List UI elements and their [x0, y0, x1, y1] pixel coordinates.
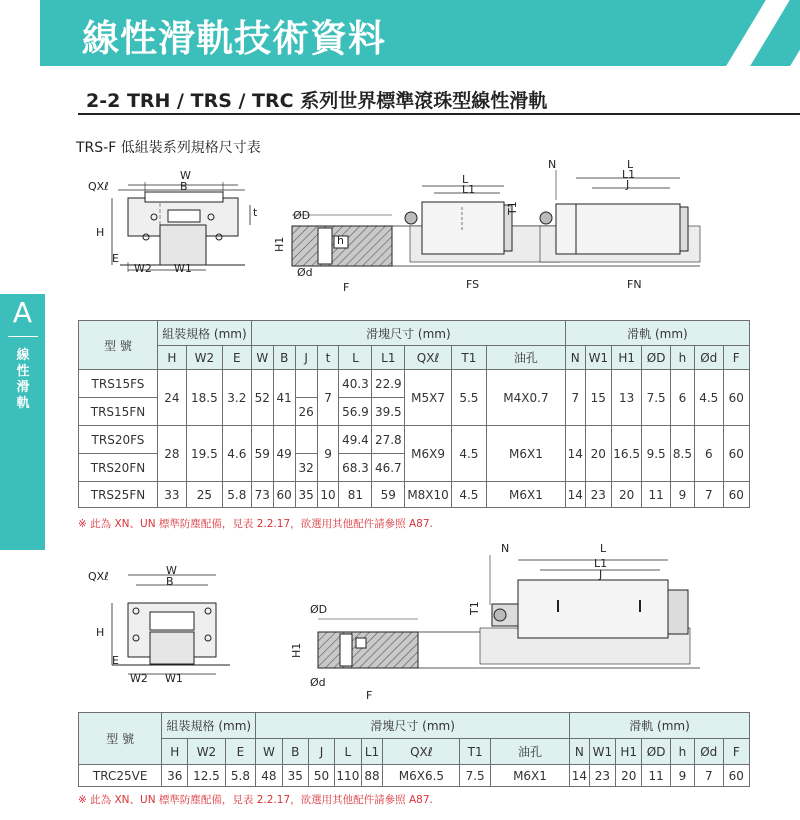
- table-cell: 15: [585, 370, 611, 426]
- trc-h1-label: H1: [290, 642, 303, 658]
- col-header: F: [723, 739, 749, 765]
- col-header: H1: [616, 739, 642, 765]
- trs-e-label: E: [112, 252, 119, 265]
- col-header: ØD: [642, 739, 671, 765]
- trc-e-label: E: [112, 654, 119, 667]
- table-cell: 32: [295, 454, 317, 482]
- table-cell: 88: [361, 765, 383, 787]
- table-cell: 11: [642, 765, 671, 787]
- col-header: N: [565, 346, 585, 370]
- table-cell: 35: [282, 765, 308, 787]
- trc-w1-label: W1: [165, 672, 183, 685]
- trs-od-label: ØD: [293, 209, 311, 222]
- col-header: H: [157, 346, 186, 370]
- trc-rail-section: [318, 555, 700, 668]
- table-cell: 36: [162, 765, 188, 787]
- table-model-cell: TRS15FN: [79, 398, 158, 426]
- col-header: Ød: [695, 346, 724, 370]
- table-cell: 22.9: [372, 370, 405, 398]
- table-model-cell: TRS25FN: [79, 482, 158, 508]
- trs-fn-n-label: N: [548, 158, 557, 171]
- col-header: J: [308, 739, 334, 765]
- trs-note: ※ 此為 XN、UN 標準防塵配備，見表 2.2.17，欲選用其他配件請參照 A87.: [78, 518, 433, 530]
- table-cell: 52: [251, 370, 273, 426]
- trc-t1-label: T1: [468, 601, 481, 615]
- trs-group-rail: 滑軌 (mm): [565, 321, 749, 346]
- table-cell: 3.2: [222, 370, 251, 426]
- col-header: B: [273, 346, 295, 370]
- table-cell: 28: [157, 426, 186, 482]
- col-header: N: [569, 739, 589, 765]
- table-cell: 48: [256, 765, 282, 787]
- col-header: W2: [188, 739, 226, 765]
- col-header: H1: [611, 346, 641, 370]
- table-cell: 12.5: [188, 765, 226, 787]
- table-cell: M6X1: [486, 426, 565, 482]
- table-model-cell: TRS20FN: [79, 454, 158, 482]
- table-cell: 49.4: [339, 426, 372, 454]
- table-cell: 60: [723, 370, 749, 426]
- col-header: L1: [361, 739, 383, 765]
- table-cell: 49: [273, 426, 295, 482]
- table-cell: 7: [565, 370, 585, 426]
- trs-subtitle: TRS-F 低組裝系列規格尺寸表: [76, 140, 261, 156]
- col-header: W1: [585, 346, 611, 370]
- table-cell: 35: [295, 482, 317, 508]
- col-header: t: [317, 346, 339, 370]
- table-model-cell: TRC25VE: [79, 765, 162, 787]
- table-cell: 5.5: [451, 370, 486, 426]
- table-cell: 7: [317, 370, 339, 426]
- trs-fn-label: FN: [627, 278, 642, 291]
- trs-fn-l1-label: L1: [622, 168, 636, 181]
- trc-l-label: L: [600, 542, 607, 555]
- table-cell: 60: [723, 765, 749, 787]
- trc-note: ※ 此為 XN、UN 標準防塵配備，見表 2.2.17，欲選用其他配件請參照 A87.: [78, 794, 433, 806]
- table-cell: 60: [723, 426, 749, 482]
- trc-qxl-label: QXℓ: [88, 570, 109, 583]
- table-cell: 14: [569, 765, 589, 787]
- table-cell: 5.8: [225, 765, 256, 787]
- trc-j-label: J: [599, 568, 603, 581]
- table-cell: 14: [565, 426, 585, 482]
- trs-b-label: B: [180, 180, 188, 193]
- table-cell: M6X9: [405, 426, 452, 482]
- table-cell: 7: [695, 482, 724, 508]
- side-tab-letter: A: [12, 296, 33, 329]
- col-header: H: [162, 739, 188, 765]
- col-header: T1: [451, 346, 486, 370]
- table-cell: M6X1: [486, 482, 565, 508]
- trs-fs-label: FS: [466, 278, 480, 291]
- table-cell: 20: [585, 426, 611, 482]
- col-header: W: [251, 346, 273, 370]
- trs-qxl-label: QXℓ: [88, 180, 109, 193]
- table-cell: 11: [642, 482, 671, 508]
- trc-f-label: F: [366, 689, 373, 702]
- table-cell: 4.5: [451, 426, 486, 482]
- trc-w-label: W: [166, 564, 177, 577]
- col-header: B: [282, 739, 308, 765]
- col-header: 油孔: [486, 346, 565, 370]
- col-header: 油孔: [491, 739, 570, 765]
- table-cell: 9.5: [642, 426, 671, 482]
- table-cell: M5X7: [405, 370, 452, 426]
- trs-w2-label: W2: [134, 262, 152, 275]
- trc-model-header: 型 號: [79, 713, 162, 765]
- trc-front-view: [112, 575, 230, 674]
- col-header: L1: [372, 346, 405, 370]
- table-cell: 9: [670, 765, 694, 787]
- table-cell: 4.5: [695, 370, 724, 426]
- table-cell: M6X6.5: [383, 765, 460, 787]
- trs-hh-label: h: [337, 234, 344, 247]
- trc-group-block: 滑塊尺寸 (mm): [256, 713, 570, 739]
- trs-fs-t1-label: T1: [506, 201, 519, 215]
- trs-fs-l-label: L: [462, 173, 469, 186]
- col-header: E: [225, 739, 256, 765]
- table-cell: 46.7: [372, 454, 405, 482]
- trs-fn-view: [540, 170, 700, 262]
- table-cell: 7.5: [642, 370, 671, 426]
- table-cell: 59: [372, 482, 405, 508]
- table-cell: 60: [273, 482, 295, 508]
- table-cell: 33: [157, 482, 186, 508]
- trc-l1-label: L1: [594, 557, 608, 570]
- table-cell: 27.8: [372, 426, 405, 454]
- table-cell-empty: [295, 426, 317, 454]
- table-cell: 50: [308, 765, 334, 787]
- table-cell: 20: [611, 482, 641, 508]
- trs-group-block: 滑塊尺寸 (mm): [251, 321, 565, 346]
- col-header: L: [339, 346, 372, 370]
- table-cell: 41: [273, 370, 295, 426]
- col-header: W2: [186, 346, 222, 370]
- table-cell: 68.3: [339, 454, 372, 482]
- col-header: h: [670, 739, 694, 765]
- trs-h1-label: H1: [273, 236, 286, 252]
- table-cell: 40.3: [339, 370, 372, 398]
- table-cell: 23: [585, 482, 611, 508]
- trs-fs-view: [405, 186, 560, 262]
- col-header: QXℓ: [383, 739, 460, 765]
- table-cell: 6: [695, 426, 724, 482]
- table-cell: 25: [186, 482, 222, 508]
- table-cell: 4.6: [222, 426, 251, 482]
- trc-b-label: B: [166, 575, 174, 588]
- table-cell: 24: [157, 370, 186, 426]
- table-cell: 9: [670, 482, 694, 508]
- trs-group-assembly: 組裝規格 (mm): [157, 321, 251, 346]
- table-cell: 9: [317, 426, 339, 482]
- section-title: 2-2 TRH / TRS / TRC 系列世界標準滾珠型線性滑軌: [86, 90, 548, 112]
- table-cell: M6X1: [491, 765, 570, 787]
- col-header: E: [222, 346, 251, 370]
- table-cell: 56.9: [339, 398, 372, 426]
- trs-front-view: [112, 182, 250, 272]
- col-header: W1: [589, 739, 615, 765]
- trs-w-label: W: [180, 169, 191, 182]
- trs-model-header: 型 號: [79, 321, 158, 370]
- table-model-cell: TRS20FS: [79, 426, 158, 454]
- table-cell: 4.5: [451, 482, 486, 508]
- table-cell: 81: [339, 482, 372, 508]
- col-header: h: [670, 346, 694, 370]
- table-cell: 7.5: [460, 765, 491, 787]
- table-cell: 20: [616, 765, 642, 787]
- trs-fn-l-label: L: [627, 158, 634, 171]
- trs-w1-label: W1: [174, 262, 192, 275]
- col-header: J: [295, 346, 317, 370]
- trc-od-label: ØD: [310, 603, 328, 616]
- table-cell: 39.5: [372, 398, 405, 426]
- table-cell: 23: [589, 765, 615, 787]
- trc-odd-label: Ød: [310, 676, 326, 689]
- table-cell: 110: [335, 765, 361, 787]
- table-cell: 59: [251, 426, 273, 482]
- table-cell: 19.5: [186, 426, 222, 482]
- table-cell: M4X0.7: [486, 370, 565, 426]
- page-title: 線性滑軌技術資料: [82, 17, 386, 60]
- trc-w2-label: W2: [130, 672, 148, 685]
- table-cell: 14: [565, 482, 585, 508]
- table-cell: 18.5: [186, 370, 222, 426]
- table-cell: 13: [611, 370, 641, 426]
- table-cell: 10: [317, 482, 339, 508]
- trc-n-label: N: [501, 542, 510, 555]
- trs-odd-label: Ød: [297, 266, 313, 279]
- trc-spec-table: [78, 712, 750, 787]
- col-header: Ød: [695, 739, 724, 765]
- trs-fs-l1-label: L1: [462, 183, 476, 196]
- col-header: F: [723, 346, 749, 370]
- trs-f-label: F: [343, 281, 350, 294]
- table-cell: 73: [251, 482, 273, 508]
- table-cell-empty: [295, 370, 317, 398]
- table-cell: 8.5: [670, 426, 694, 482]
- side-tab-label: 線性滑軌: [16, 348, 30, 411]
- table-cell: 5.8: [222, 482, 251, 508]
- trc-h-label: H: [96, 626, 105, 639]
- table-cell: 60: [723, 482, 749, 508]
- col-header: T1: [460, 739, 491, 765]
- trs-fn-j-label: J: [626, 178, 630, 191]
- table-model-cell: TRS15FS: [79, 370, 158, 398]
- col-header: ØD: [642, 346, 671, 370]
- trs-h-label: H: [96, 226, 105, 239]
- trs-t-label: t: [253, 206, 258, 219]
- table-cell: 7: [695, 765, 724, 787]
- table-cell: 6: [670, 370, 694, 426]
- col-header: W: [256, 739, 282, 765]
- table-cell: M8X10: [405, 482, 452, 508]
- table-cell: 26: [295, 398, 317, 426]
- trc-group-assembly: 組裝規格 (mm): [162, 713, 256, 739]
- trc-group-rail: 滑軌 (mm): [569, 713, 749, 739]
- col-header: QXℓ: [405, 346, 452, 370]
- trs-spec-table: [78, 320, 750, 508]
- table-cell: 16.5: [611, 426, 641, 482]
- col-header: L: [335, 739, 361, 765]
